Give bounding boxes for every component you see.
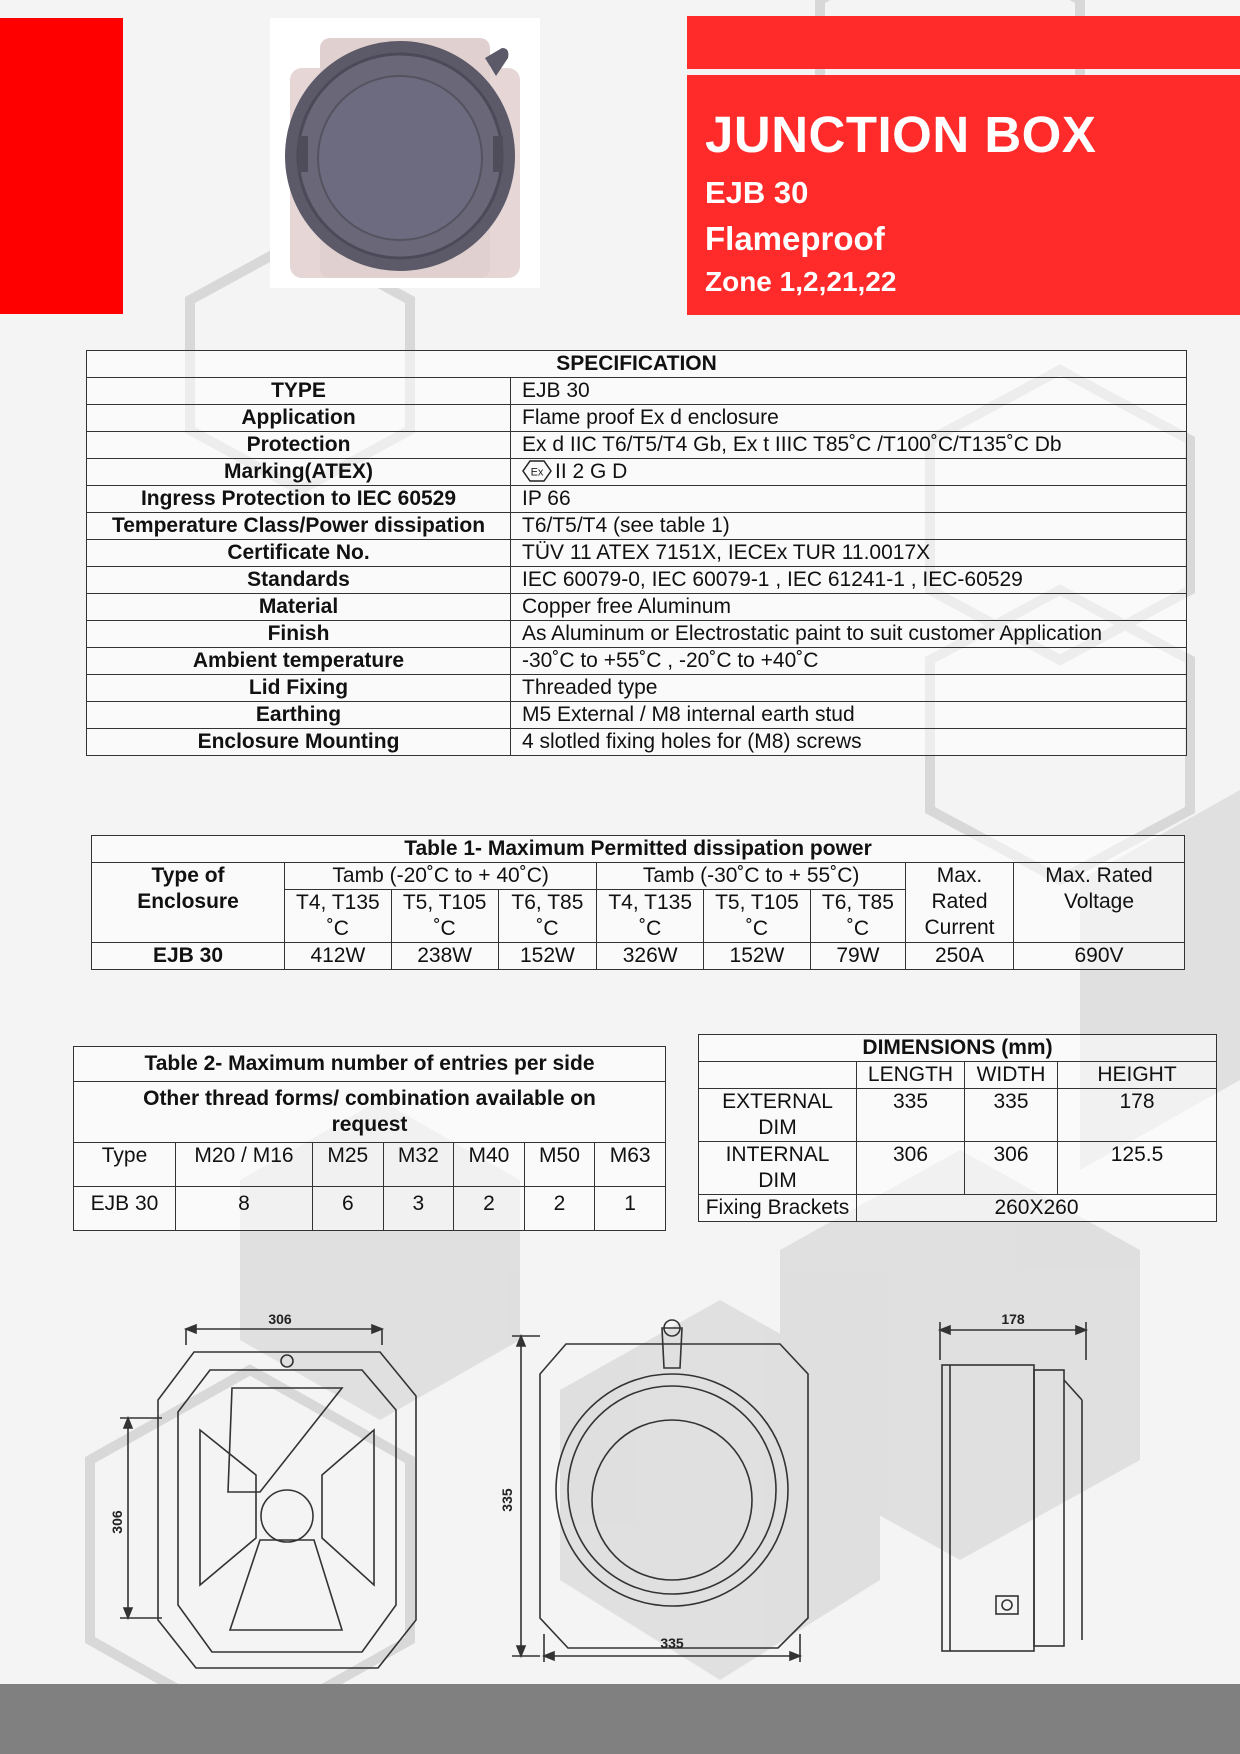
spec-value: -30˚C to +55˚C , -20˚C to +40˚C: [511, 648, 1187, 675]
spec-value: Ex d IIC T6/T5/T4 Gb, Ex t IIIC T85˚C /T100˚C/T135˚C Db: [511, 432, 1187, 459]
model-name: EJB 30: [705, 175, 809, 210]
spec-value: [511, 459, 1187, 486]
header-cell: LENGTH: [857, 1062, 965, 1089]
col-group-ambient-1: Tamb (-20˚C to + 40˚C): [285, 863, 597, 890]
spec-key: Finish: [87, 621, 511, 648]
spec-key: Ingress Protection to IEC 60529: [87, 486, 511, 513]
spec-value: As Aluminum or Electrostatic paint to suit customer Application: [511, 621, 1187, 648]
header-cell: [699, 1062, 857, 1089]
header-cell: M25: [313, 1143, 384, 1187]
dim-label-depth: 178: [1001, 1311, 1025, 1327]
spec-key: Certificate No.: [87, 540, 511, 567]
cell: 6: [313, 1187, 384, 1231]
cell: 412W: [285, 943, 392, 970]
table2-title: Table 2- Maximum number of entries per side: [74, 1047, 666, 1082]
atex-marking-text: II 2 G D: [555, 460, 628, 483]
sub-col: T4, T135 ˚C: [597, 890, 704, 943]
cell: 690V: [1014, 943, 1185, 970]
cell: 238W: [391, 943, 498, 970]
spec-key: TYPE: [87, 378, 511, 405]
spec-heading: SPECIFICATION: [87, 351, 1187, 378]
spec-key: Application: [87, 405, 511, 432]
dim-label-outer-width: 335: [660, 1635, 684, 1651]
spec-value: 4 slotled fixing holes for (M8) screws: [511, 729, 1187, 756]
header-red-bar: [687, 16, 1240, 69]
spec-key: Enclosure Mounting: [87, 729, 511, 756]
spec-key: Material: [87, 594, 511, 621]
drawing-internal-view: [120, 1325, 416, 1668]
svg-text:Ex: Ex: [530, 466, 544, 479]
red-accent-block: [0, 18, 123, 314]
table-row: [87, 675, 1187, 702]
table-row: [699, 1195, 1217, 1222]
table-row: [87, 378, 1187, 405]
spec-key: Marking(ATEX): [87, 459, 511, 486]
dimensions-title: DIMENSIONS (mm): [699, 1035, 1217, 1062]
cell: 260X260: [857, 1195, 1217, 1222]
page-title: JUNCTION BOX: [705, 106, 1097, 163]
cell: 79W: [810, 943, 905, 970]
col-max-voltage: Max. Rated Voltage: [1014, 863, 1185, 943]
table-row: [87, 594, 1187, 621]
specification-table: [86, 350, 1187, 756]
spec-key: Protection: [87, 432, 511, 459]
cell: 152W: [498, 943, 597, 970]
header-cell: HEIGHT: [1058, 1062, 1217, 1089]
spec-value: EJB 30: [511, 378, 1187, 405]
dim-label-outer-height: 335: [499, 1488, 515, 1512]
table-row: [74, 1187, 666, 1231]
cell: 2: [454, 1187, 525, 1231]
cell: 250A: [906, 943, 1014, 970]
table-row: [87, 513, 1187, 540]
cell: EJB 30: [92, 943, 285, 970]
cell: 2: [524, 1187, 595, 1231]
spec-value: Threaded type: [511, 675, 1187, 702]
spec-value: IEC 60079-0, IEC 60079-1 , IEC 61241-1 , IEC-60529: [511, 567, 1187, 594]
row-label: INTERNAL DIM: [699, 1142, 857, 1195]
header-cell: Type: [74, 1143, 176, 1187]
entries-per-side-table: [73, 1046, 666, 1231]
header-cell: M63: [595, 1143, 666, 1187]
header-cell: M40: [454, 1143, 525, 1187]
table-row: [87, 486, 1187, 513]
table-row: [87, 567, 1187, 594]
ex-marking-icon: [522, 460, 552, 482]
zone-rating: Zone 1,2,21,22: [705, 266, 897, 297]
spec-value: TÜV 11 ATEX 7151X, IECEx TUR 11.0017X: [511, 540, 1187, 567]
spec-value: Copper free Aluminum: [511, 594, 1187, 621]
cell: 306: [857, 1142, 965, 1195]
spec-key: Ambient temperature: [87, 648, 511, 675]
cell: 3: [383, 1187, 454, 1231]
spec-key: Temperature Class/Power dissipation: [87, 513, 511, 540]
spec-key: Standards: [87, 567, 511, 594]
spec-value: Flame proof Ex d enclosure: [511, 405, 1187, 432]
table-row: [699, 1142, 1217, 1195]
sub-col: T5, T105 ˚C: [704, 890, 811, 943]
sub-col: T6, T85 ˚C: [810, 890, 905, 943]
title-block: [687, 75, 1240, 315]
table2-note: Other thread forms/ combination available on request: [74, 1082, 666, 1143]
sub-col: T5, T105 ˚C: [391, 890, 498, 943]
row-label: EXTERNAL DIM: [699, 1089, 857, 1142]
dimensions-table: [698, 1034, 1217, 1222]
spec-value: M5 External / M8 internal earth stud: [511, 702, 1187, 729]
table-row: [87, 621, 1187, 648]
sub-col: T6, T85 ˚C: [498, 890, 597, 943]
protection-type: Flameproof: [705, 220, 885, 257]
header-cell: M50: [524, 1143, 595, 1187]
table-row: [87, 540, 1187, 567]
dim-label-inner-height: 306: [109, 1510, 125, 1534]
dim-label-inner-width: 306: [268, 1311, 292, 1327]
table-row: [87, 648, 1187, 675]
cell: 152W: [704, 943, 811, 970]
cell: 306: [965, 1142, 1058, 1195]
table-row: [87, 432, 1187, 459]
table-row: [87, 729, 1187, 756]
cell: 125.5: [1058, 1142, 1217, 1195]
col-max-current: Max. Rated Current: [906, 863, 1014, 943]
table-row: [87, 459, 1187, 486]
header-cell: M20 / M16: [175, 1143, 312, 1187]
table-row: [87, 405, 1187, 432]
cell: 178: [1058, 1089, 1217, 1142]
sub-col: T4, T135 ˚C: [285, 890, 392, 943]
footer-bar: [0, 1684, 1240, 1754]
table1-title: Table 1- Maximum Permitted dissipation power: [92, 836, 1185, 863]
cell: 326W: [597, 943, 704, 970]
spec-key: Lid Fixing: [87, 675, 511, 702]
table-row: [92, 943, 1185, 970]
col-type-of-enclosure: Type of Enclosure: [92, 863, 285, 943]
table-row: [699, 1089, 1217, 1142]
dissipation-power-table: [91, 835, 1185, 970]
product-photo: [270, 18, 540, 288]
technical-drawings: [100, 1300, 1120, 1670]
drawing-side-view: [940, 1322, 1086, 1651]
spec-value: T6/T5/T4 (see table 1): [511, 513, 1187, 540]
header-cell: M32: [383, 1143, 454, 1187]
table-row: [87, 702, 1187, 729]
header-cell: WIDTH: [965, 1062, 1058, 1089]
cell: EJB 30: [74, 1187, 176, 1231]
cell: 335: [857, 1089, 965, 1142]
cell: 8: [175, 1187, 312, 1231]
cell: 1: [595, 1187, 666, 1231]
col-group-ambient-2: Tamb (-30˚C to + 55˚C): [597, 863, 906, 890]
spec-value: IP 66: [511, 486, 1187, 513]
row-label: Fixing Brackets: [699, 1195, 857, 1222]
drawing-front-view: [512, 1320, 808, 1662]
cell: 335: [965, 1089, 1058, 1142]
spec-key: Earthing: [87, 702, 511, 729]
